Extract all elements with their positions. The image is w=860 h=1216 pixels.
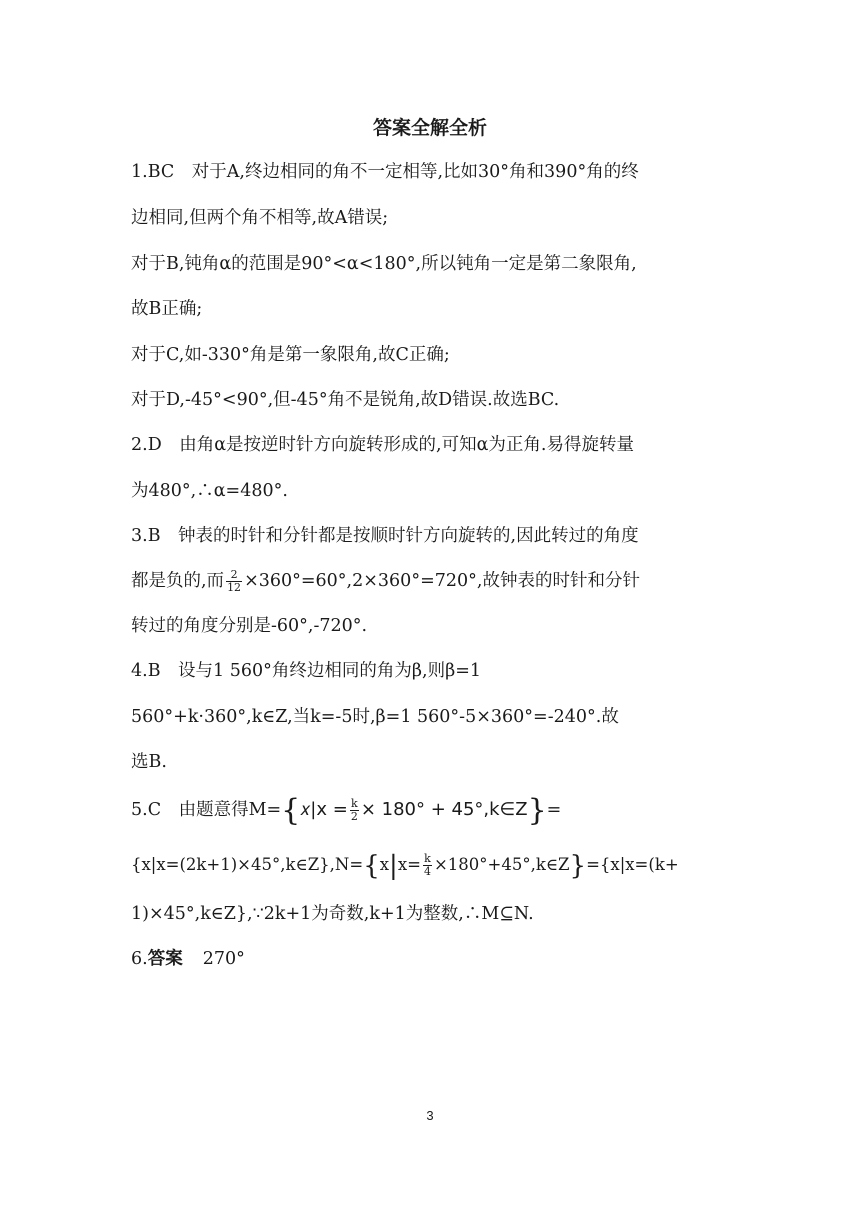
answer-3-line-3: 转过的角度分别是-60°,-720°.: [131, 616, 368, 636]
answer-label: 答案: [147, 949, 183, 969]
text-segment: 都是负的,而: [131, 571, 225, 591]
divider-bar: |: [389, 851, 398, 881]
answer-4-line-2: 560°+k·360°,k∈Z,当k=-5时,β=1 560°-5×360°=-240°.故: [131, 707, 619, 727]
answer-number: 6.: [131, 949, 148, 969]
fraction-numerator: k: [424, 852, 431, 865]
math-segment: x: [379, 855, 390, 874]
fraction-numerator: 2: [226, 569, 242, 582]
answer-5-line-2: [131, 851, 679, 881]
fraction-numerator: k: [350, 797, 358, 810]
page-title: 答案全解全析: [372, 117, 487, 139]
text-segment: =: [546, 800, 562, 820]
answer-1-line-3: 对于B,钝角α的范围是90°<α<180°,所以钝角一定是第二象限角,: [131, 254, 637, 274]
math-segment: 𝑥|x =: [300, 799, 348, 820]
left-brace: {: [281, 793, 301, 828]
math-segment: × 180° + 45°,k∈Z: [360, 799, 528, 820]
right-brace: }: [569, 851, 587, 881]
text-segment: ×360°=60°,2×360°=720°,故钟表的时针和分针: [244, 571, 640, 591]
answer-4-line-3: 选B.: [131, 752, 167, 772]
text-segment: {x|x=(2k+1)×45°,k∈Z},N=: [131, 855, 364, 874]
page-number: 3: [426, 1108, 434, 1123]
answer-3-line-1: 3.B 钟表的时针和分针都是按顺时针方向旋转的,因此转过的角度: [131, 526, 639, 546]
fraction: [226, 569, 242, 594]
right-brace: }: [527, 793, 547, 828]
math-segment: ×180°+45°,k∈Z: [433, 855, 570, 874]
answer-2-line-2: 为480°,∴α=480°.: [131, 481, 288, 501]
left-brace: {: [363, 851, 380, 881]
fraction: [350, 798, 359, 823]
answer-4-line-1: 4.B 设与1 560°角终边相同的角为β,则β=1: [131, 661, 481, 681]
answer-1-line-1: 1.BC 对于A,终边相同的角不一定相等,比如30°角和390°角的终: [131, 162, 639, 182]
answer-3-line-2: [131, 569, 640, 594]
answer-1-line-5: 对于C,如-330°角是第一象限角,故C正确;: [131, 345, 450, 365]
answer-5-line-3: 1)×45°,k∈Z},∵2k+1为奇数,k+1为整数,∴M⊆N.: [131, 904, 534, 924]
fraction-denominator: 4: [423, 865, 431, 878]
fraction: [423, 853, 432, 878]
answer-value: 270°: [202, 949, 245, 969]
answer-1-line-4: 故B正确;: [131, 299, 203, 319]
answer-1-line-6: 对于D,-45°<90°,但-45°角不是锐角,故D错误.故选BC.: [131, 390, 560, 410]
fraction-denominator: 12: [227, 581, 242, 594]
answer-5-line-1: [131, 793, 562, 828]
math-segment: x=: [397, 855, 421, 874]
text-segment: 5.C 由题意得M=: [131, 800, 282, 820]
answer-6-line: [131, 947, 245, 971]
answer-2-line-1: 2.D 由角α是按逆时针方向旋转形成的,可知α为正角.易得旋转量: [131, 435, 634, 455]
fraction-denominator: 2: [350, 810, 358, 823]
text-segment: ={x|x=(k+: [586, 855, 679, 874]
answer-1-line-2: 边相同,但两个角不相等,故A错误;: [131, 208, 389, 228]
